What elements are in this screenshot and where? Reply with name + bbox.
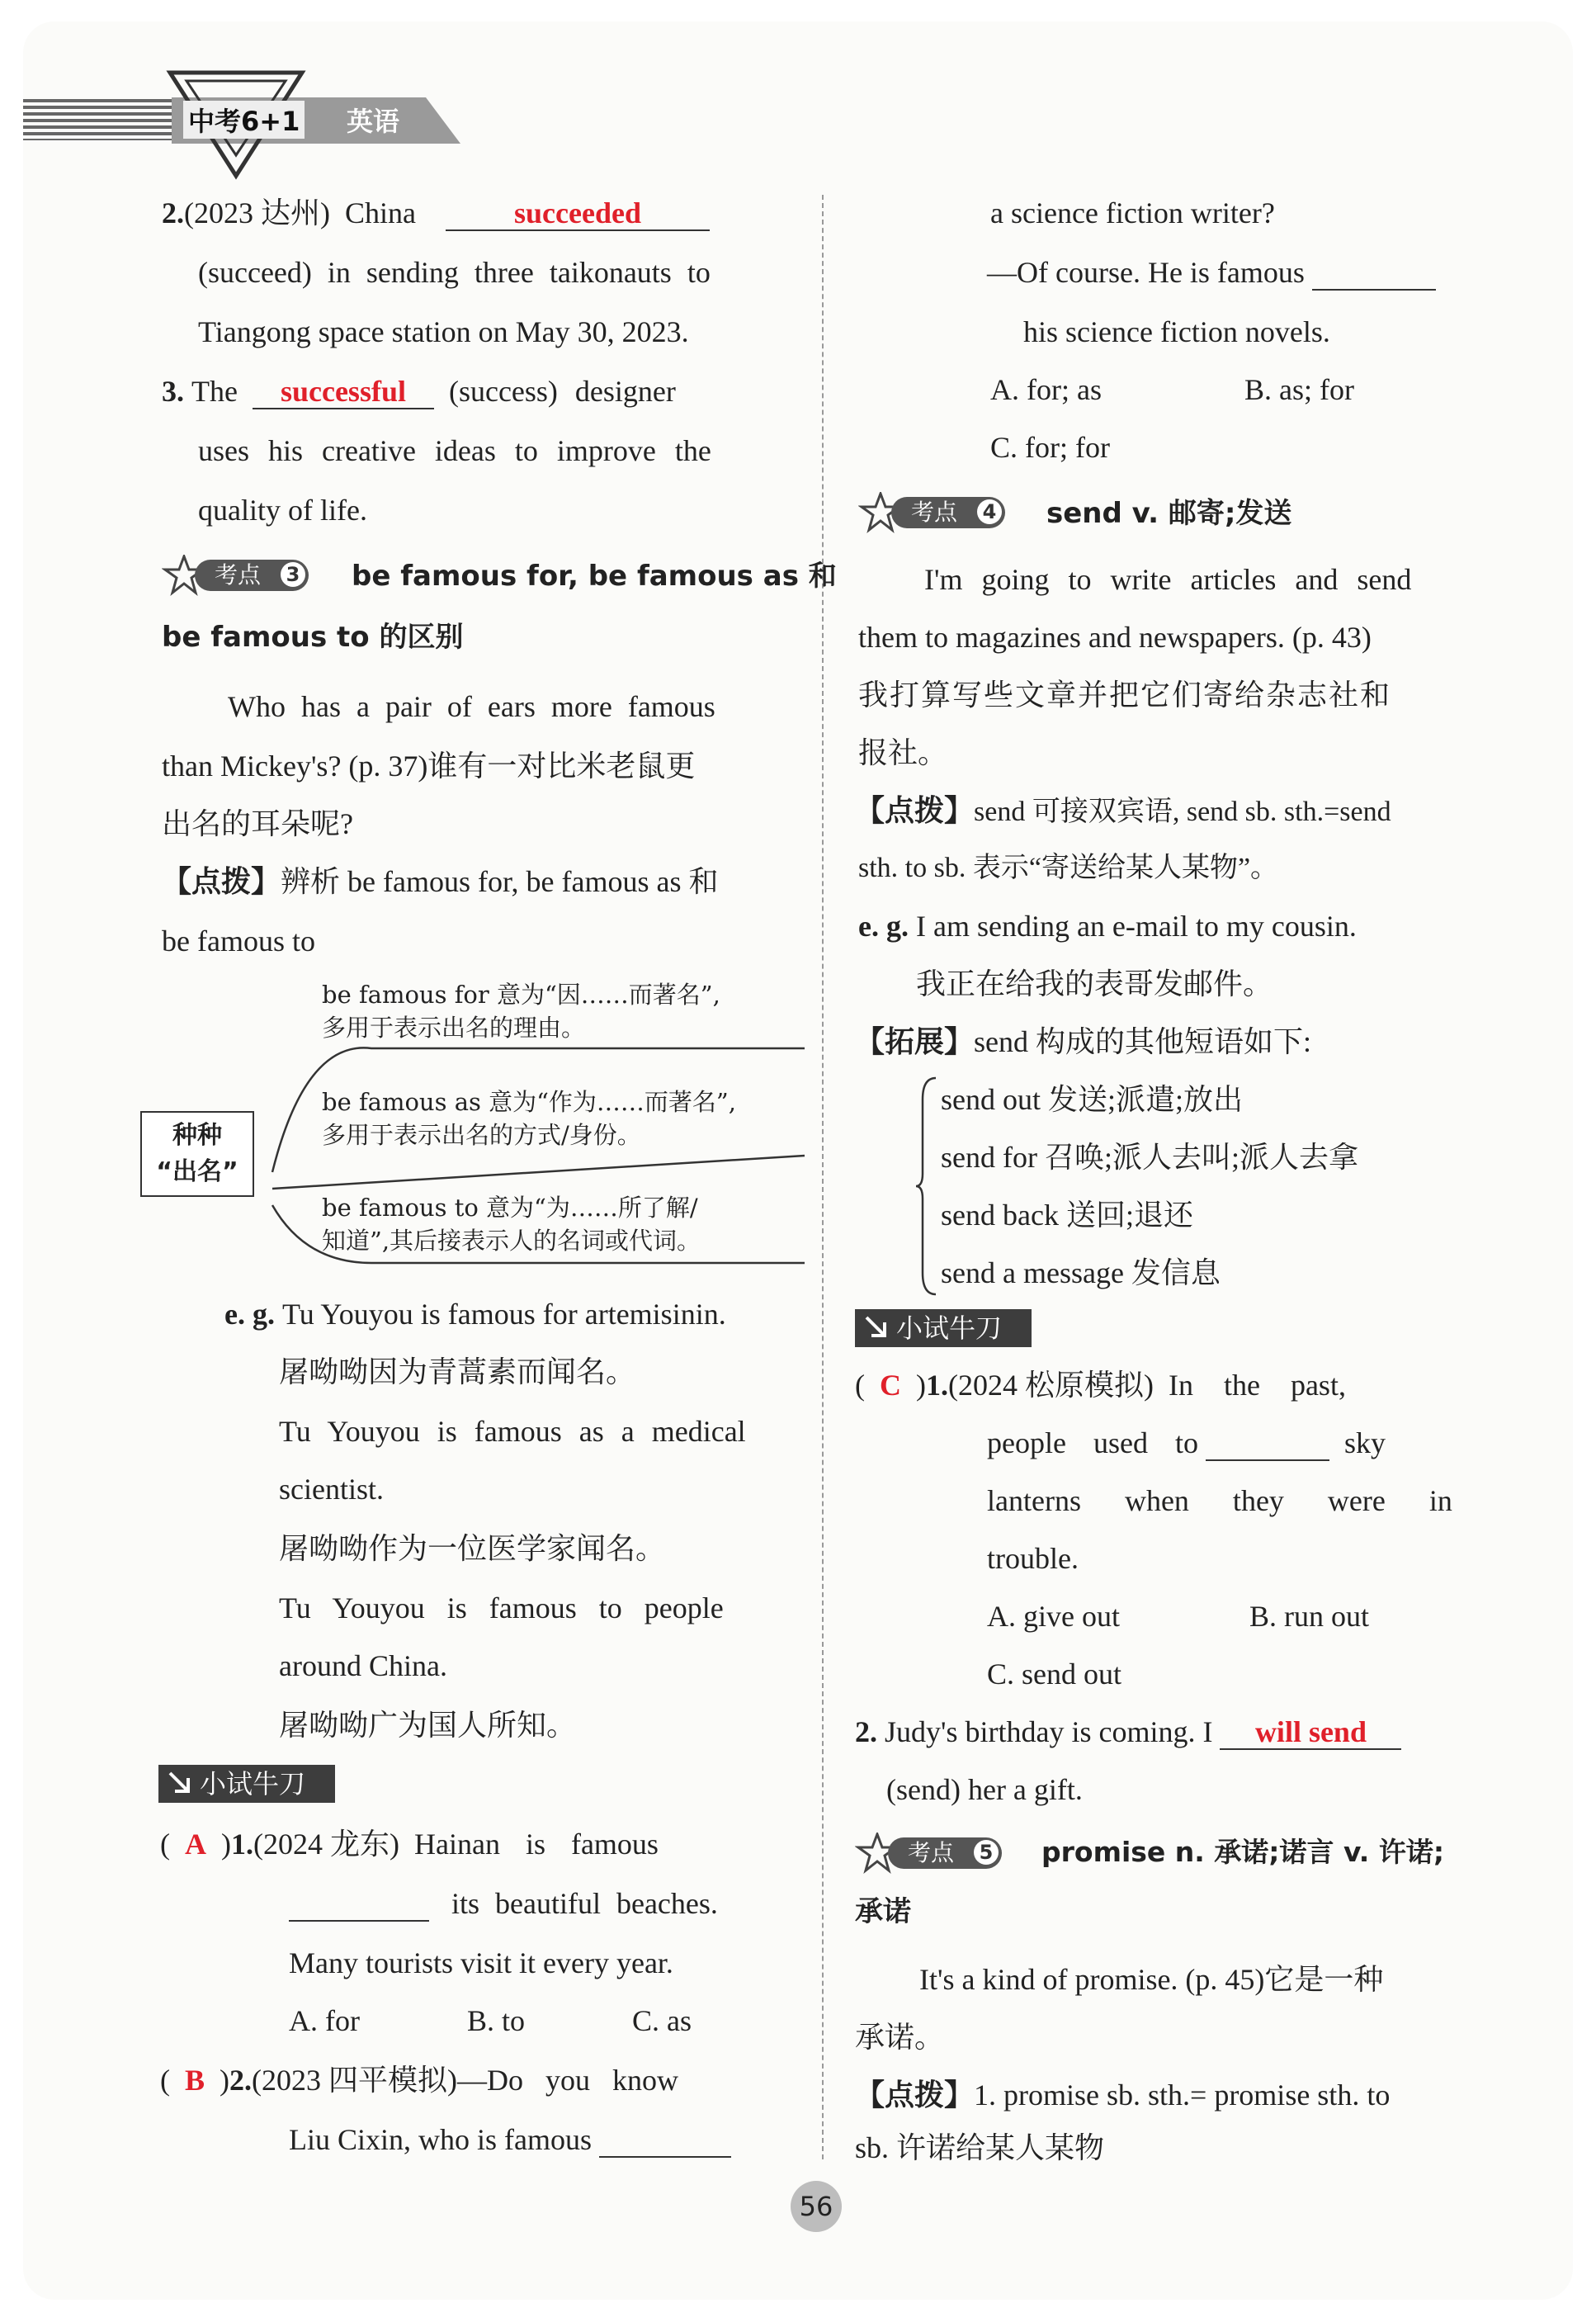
kaodian-3-title1: be famous for, be famous as 和 [352, 560, 837, 593]
tuozhan-label: 【拓展】 [855, 1025, 975, 1059]
q3-answer-blank[interactable]: successful [253, 375, 434, 409]
arrow-down-right-icon [167, 1770, 193, 1798]
xiaoshi-niudao-right: 小试牛刀 [855, 1309, 1032, 1347]
kaodian-5-title: promise n. 承诺;诺言 v. 许诺; [1041, 1836, 1445, 1868]
right-eg-text: I am sending an e-mail to my cousin. [915, 910, 1357, 943]
left-eg-5: 屠呦呦作为一位医学家闻名。 [279, 1532, 666, 1565]
q3-pre: The [191, 375, 238, 408]
left-eg-6: Tu Youyou is famous to people [279, 1591, 724, 1624]
phrase-send-message: send a message 发信息 [941, 1256, 1221, 1289]
left-example-3: 出名的耳朵呢? [162, 807, 353, 840]
ex1-line1-rest: Hainan is famous [413, 1828, 659, 1861]
diagram-b2-l2: 多用于表示出名的方式/身份。 [322, 1121, 641, 1149]
right-example5-2: 承诺。 [855, 2021, 945, 2054]
ex1-num: 1. [231, 1828, 253, 1861]
ex2-source: (2023 四平模拟) [252, 2064, 457, 2097]
dianbo-label: 【点拨】 [162, 865, 281, 899]
right-ex1-opt-a[interactable]: A. give out [987, 1600, 1120, 1633]
left-ex1-line3: Many tourists visit it every year. [289, 1946, 673, 1979]
eg-1: Tu Youyou is famous for artemisinin. [281, 1298, 726, 1331]
header-stripes [23, 99, 172, 140]
ex2-blank-2[interactable] [1312, 256, 1436, 291]
dianbo-label-5: 【点拨】 [855, 2078, 975, 2112]
right-dianbo-1 [855, 792, 1391, 830]
tuozhan-text: send 构成的其他短语如下: [974, 1025, 1312, 1058]
right-ex1-line2 [987, 1425, 1386, 1461]
left-q2-line2: (succeed) in sending three taikonauts to [198, 256, 711, 289]
left-dianbo [162, 863, 718, 901]
page-number-badge [791, 2181, 842, 2232]
left-ex1-opt-c[interactable]: C. as [632, 2004, 692, 2037]
left-ex1-line2 [289, 1885, 718, 1922]
right-ex1-l2: people used to [987, 1426, 1198, 1459]
right-ex1-source: (2024 松原模拟) [948, 1369, 1154, 1402]
right-ex2-answer-blank[interactable]: will send [1220, 1715, 1401, 1750]
ex2-answer[interactable]: B [185, 2064, 205, 2097]
ex1-blank[interactable] [289, 1887, 429, 1922]
ex2-reply: —Of course. He is famous [987, 256, 1305, 289]
dianbo-label-right: 【点拨】 [855, 794, 975, 828]
q2-pre: China [344, 196, 416, 229]
right-ex2-l2 [987, 254, 1436, 291]
kaodian-3-pill: 考点 3 [195, 560, 309, 591]
logo-text: 中考6+1 [183, 101, 305, 139]
right-ex2-line1 [855, 1714, 1401, 1750]
diagram-center-1: 种种 [172, 1121, 222, 1150]
right-ex2-opt-b[interactable]: B. as; for [1244, 373, 1354, 406]
right-ex1-line4: trouble. [987, 1542, 1079, 1575]
kaodian-4-pill: 考点 4 [891, 497, 1005, 528]
left-eg-8: 屠呦呦广为国人所知。 [279, 1709, 577, 1742]
left-eg-4: scientist. [279, 1473, 384, 1506]
right-tuozhan [855, 1024, 1311, 1061]
left-q3-line1 [162, 373, 676, 409]
diagram-center-2: “出名” [156, 1157, 238, 1186]
right-eg-2: 我正在给我的表哥发邮件。 [916, 967, 1273, 1000]
right-ex2-opt-a[interactable]: A. for; as [990, 373, 1102, 406]
right-ex1-blank[interactable] [1206, 1426, 1329, 1461]
right-ex1-opt-c[interactable]: C. send out [987, 1658, 1122, 1691]
right-dianbo5-2: sb. 许诺给某人某物 [855, 2131, 1105, 2164]
kaodian-5-title2: 承诺 [855, 1895, 911, 1928]
phrase-send-out: send out 发送;派遣;放出 [941, 1083, 1243, 1116]
right-ex2-num: 2. [855, 1715, 877, 1748]
right-ex1-opt-b[interactable]: B. run out [1249, 1600, 1370, 1633]
left-dianbo-2: be famous to [162, 925, 315, 958]
ex2-num: 2. [229, 2064, 253, 2097]
ex2-line2: Liu Cixin, who is famous [289, 2123, 592, 2156]
dianbo5-text: 1. promise sb. sth.= promise sth. to [974, 2078, 1391, 2112]
page-number: 56 [799, 2191, 833, 2222]
kaodian-3-badge [162, 555, 319, 596]
subject-label: 英语 [347, 106, 400, 137]
right-ex1-answer[interactable]: C [880, 1369, 901, 1402]
phrase-send-back: send back 送回;退还 [941, 1199, 1193, 1232]
right-example-1: I'm going to write articles and send [924, 563, 1412, 596]
phrase-send-for: send for 召唤;派人去叫;派人去拿 [941, 1141, 1358, 1174]
right-example-4: 报社。 [858, 736, 948, 769]
right-example5-1: It's a kind of promise. (p. 45)它是一种 [919, 1963, 1384, 1996]
q2-answer-blank[interactable]: succeeded [446, 196, 710, 231]
right-dianbo5-1 [855, 2077, 1390, 2114]
diagram-b1-l1: be famous for 意为“因……而著名”, [322, 981, 720, 1009]
eg-label-right: e. g. [858, 910, 909, 943]
diagram-b3-l2: 知道”,其后接表示人的名词或代词。 [322, 1227, 701, 1255]
ex2-blank[interactable] [599, 2123, 731, 2158]
left-q2-line3: Tiangong space station on May 30, 2023. [198, 315, 689, 348]
left-example-1: Who has a pair of ears more famous [228, 690, 715, 723]
ex1-line2: its beautiful beaches. [451, 1887, 718, 1920]
right-example-2: them to magazines and newspapers. (p. 43) [858, 621, 1372, 654]
right-ex2-pre: Judy's birthday is coming. I [885, 1715, 1213, 1748]
diagram-b1-l2: 多用于表示出名的理由。 [322, 1014, 586, 1042]
q3-hint: (success) designer [448, 375, 676, 408]
right-ex1-num: 1. [926, 1369, 948, 1402]
left-ex1-opt-b[interactable]: B. to [467, 2004, 526, 2037]
left-eg-3: Tu Youyou is famous as a medical [279, 1415, 746, 1448]
diagram-b3-l1: be famous to 意为“为……所了解/ [322, 1194, 698, 1222]
right-ex1-line1: ( C )1.(2024 松原模拟) In the past, [855, 1369, 1346, 1402]
ex2-line1-rest: —Do you know [457, 2064, 678, 2097]
right-ex2-l3: his science fiction novels. [1023, 315, 1330, 348]
right-ex2-opt-c[interactable]: C. for; for [990, 431, 1110, 464]
diagram-center-box [140, 1111, 254, 1197]
right-ex2-line2: (send) her a gift. [886, 1773, 1083, 1806]
left-ex1-opt-a[interactable]: A. for [289, 2004, 360, 2037]
xiaoshi-niudao-left: 小试牛刀 [158, 1765, 335, 1803]
q2-source: (2023 达州) [184, 196, 330, 229]
left-q2-line1 [162, 195, 710, 231]
eg-label: e. g. [224, 1298, 275, 1331]
ex1-source: (2024 龙东) [253, 1828, 399, 1861]
q3-number: 3. [162, 375, 184, 408]
left-q3-line3: quality of life. [198, 494, 367, 527]
diagram-b2-l1: be famous as 意为“作为……而著名”, [322, 1088, 736, 1116]
left-eg-2: 屠呦呦因为青蒿素而闻名。 [279, 1355, 636, 1388]
left-eg-7: around China. [279, 1649, 447, 1682]
right-ex1-rest: In the past, [1168, 1369, 1346, 1402]
kaodian-5-badge [855, 1833, 1012, 1874]
right-example-3: 我打算写些文章并把它们寄给杂志社和 [858, 679, 1392, 712]
kaodian-4-num: 4 [977, 499, 1002, 524]
left-example-2: than Mickey's? (p. 37)谁有一对比米老鼠更 [162, 750, 696, 783]
phrase-brace [914, 1075, 939, 1298]
left-ex1-line1: ( A )1.(2024 龙东) Hainan is famous [160, 1828, 659, 1861]
right-ex2-l1: a science fiction writer? [990, 196, 1275, 229]
dianbo-text: 辨析 be famous for, be famous as 和 [281, 865, 719, 898]
kaodian-3-num: 3 [281, 562, 305, 587]
arrow-down-right-icon [863, 1314, 890, 1342]
kaodian-5-pill: 考点 5 [888, 1837, 1002, 1869]
kaodian-5-num: 5 [974, 1840, 999, 1865]
left-ex2-line2 [289, 2121, 731, 2158]
right-eg-1 [858, 908, 1357, 944]
kaodian-4-title: send v. 邮寄;发送 [1046, 497, 1292, 530]
right-dianbo-2: sth. to sb. 表示“寄送给某人某物”。 [858, 853, 1279, 883]
q2-number: 2. [162, 196, 184, 229]
right-ex1-line3: lanterns when they were in [987, 1484, 1452, 1517]
left-eg-1 [224, 1296, 726, 1332]
ex1-answer[interactable]: A [185, 1828, 206, 1861]
dianbo-right-1: send 可接双宾语, send sb. sth.=send [974, 797, 1391, 827]
left-ex2-line1: ( B )2.(2023 四平模拟)—Do you know [160, 2064, 678, 2097]
right-ex1-l2end: sky [1343, 1426, 1386, 1459]
kaodian-4-badge [858, 492, 1015, 533]
left-q3-line2: uses his creative ideas to improve the [198, 434, 711, 467]
kaodian-3-title2: be famous to 的区别 [162, 621, 464, 654]
